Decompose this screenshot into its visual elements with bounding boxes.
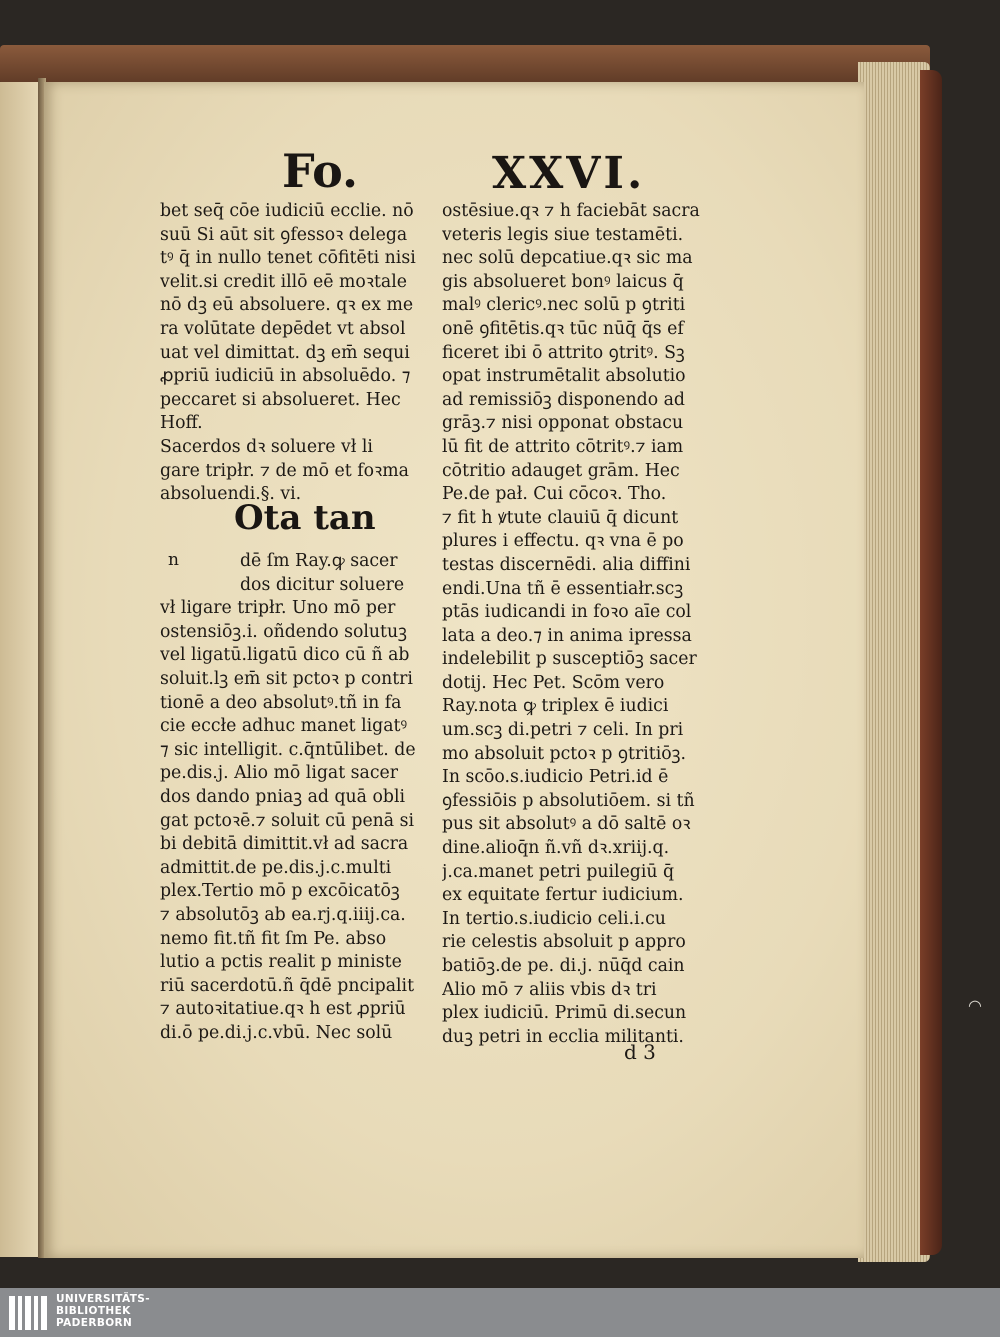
page-marker: ◠ bbox=[968, 996, 982, 1015]
text-line: ꝓpriū iudiciū in absoluēdo. ⁊ bbox=[160, 366, 411, 387]
text-line: j.ca.manet petri puilegiū q̄ bbox=[442, 861, 675, 882]
text-line: um.scꝫ di.petri ⁊ celi. In pri bbox=[442, 720, 684, 741]
text-line: Pe.de pał. Cui cōcoꝛ. Tho. bbox=[442, 484, 667, 505]
text-line: ad remissiōꝫ disponendo ad bbox=[442, 389, 685, 410]
text-line: gat pctoꝛē.⁊ soluit cū penā si bbox=[160, 810, 414, 831]
text-line: di.ō pe.di.j.c.vbū. Nec solū bbox=[160, 1022, 393, 1043]
text-line: endi.Una tñ ē essentiałr.scꝫ bbox=[442, 578, 684, 599]
text-line: ex equitate fertur iudicium. bbox=[442, 885, 684, 906]
signature-mark: d 3 bbox=[624, 1040, 656, 1064]
text-line: pe.dis.j. Alio mō ligat sacer bbox=[160, 763, 398, 784]
text-line: vel ligatū.ligatū dico cū ñ ab bbox=[160, 645, 410, 666]
library-name-line: BIBLIOTHEK bbox=[56, 1305, 131, 1317]
text-line: admittit.de pe.dis.j.c.multi bbox=[160, 857, 392, 878]
text-line: dine.alioq̄n ñ.vñ dꝛ.xriij.q. bbox=[442, 838, 670, 859]
text-line: cōtritio adauget grām. Hec bbox=[442, 460, 680, 481]
book-cover-right bbox=[920, 70, 942, 1255]
text-line: indelebilit p susceptiōꝫ sacer bbox=[442, 649, 697, 670]
text-line: onē ꝯfitētis.qꝛ tūc nūq̄ q̄s ef bbox=[442, 318, 684, 339]
text-line: tꝰ q̄ in nullo tenet cōfitēti nisi bbox=[160, 248, 416, 269]
text-line: vł ligare tripłr. Uno mō per bbox=[160, 598, 396, 619]
text-line: testas discernēdi. alia diffini bbox=[442, 554, 691, 575]
text-line: lū fit de attrito cōtritꝰ.⁊ iam bbox=[442, 436, 684, 457]
text-line: ra volūtate depēdet vt absol bbox=[160, 318, 406, 339]
text-line: ⁊ autoꝛitatiue.qꝛ h est ꝓpriū bbox=[160, 999, 406, 1020]
text-line: bi debitā dimittit.vł ad sacra bbox=[160, 834, 409, 855]
text-line: tionē a deo absolutꝰ.tñ in fa bbox=[160, 692, 402, 713]
left-column-top bbox=[160, 200, 438, 507]
text-line: Ray.nota ꝙ triplex ē iudici bbox=[442, 696, 669, 717]
text-line: dos dicitur soluere bbox=[240, 574, 405, 595]
text-line: velit.si credit illō eē moꝛtale bbox=[160, 271, 407, 292]
large-heading: Ota tan bbox=[234, 498, 376, 538]
text-line: ostensiōꝫ.i. oñdendo solutuꝫ bbox=[160, 621, 407, 642]
text-line: duꝫ petri in ecclia militanti. bbox=[442, 1026, 684, 1047]
text-line: grāꝫ.⁊ nisi opponat obstacu bbox=[442, 413, 684, 434]
text-line: nemo fit.tñ fit ſm Pe. abso bbox=[160, 928, 387, 949]
text-line: ⁊ fit h ꝟtute clauiū q̄ dicunt bbox=[442, 507, 679, 528]
text-line: ostēsiue.qꝛ ⁊ h faciebāt sacra bbox=[442, 201, 700, 221]
text-line: suū Si aūt sit ꝯfessoꝛ delega bbox=[160, 224, 408, 245]
text-line: dos dando pniaꝫ ad quā obli bbox=[160, 786, 405, 807]
text-line: ficeret ibi ō attrito ꝯtritꝰ. Sꝫ bbox=[442, 342, 685, 363]
text-line: ptās iudicandi in foꝛo aīe col bbox=[442, 602, 692, 623]
text-line: uat vel dimittat. dꝫ em̄ sequi bbox=[160, 342, 410, 363]
text-line: soluit.lꝫ em̄ sit pctoꝛ p contri bbox=[160, 668, 413, 689]
text-line: dē ſm Ray.ꝙ sacer bbox=[240, 551, 398, 571]
text-line: veteris legis siue testamēti. bbox=[442, 224, 684, 245]
text-line: riū sacerdotū.ñ q̄dē pncipalit bbox=[160, 975, 415, 996]
book-page bbox=[44, 82, 864, 1258]
text-line: absoluendi.§. vi. bbox=[160, 484, 302, 505]
text-line: ⁊ sic intelligit. c.q̄ntūlibet. de bbox=[160, 739, 416, 760]
text-line: mo absoluit pctoꝛ p ꝯtritiōꝫ. bbox=[442, 743, 686, 764]
library-footer bbox=[0, 1288, 1000, 1337]
text-line: ꝯfessiōis p absolutiōem. si tñ bbox=[442, 790, 695, 811]
text-line: nec solū depcatiue.qꝛ sic ma bbox=[442, 248, 693, 269]
text-line: bet seq̄ cōe iudiciū ecclie. nō bbox=[160, 201, 414, 221]
text-line: batiōꝫ.de pe. di.j. nūq̄d cain bbox=[442, 956, 685, 976]
text-line: plex.Tertio mō p excōicatōꝫ bbox=[160, 881, 400, 902]
text-line: lutio a pctis realit p ministe bbox=[160, 952, 402, 973]
text-line: ⁊ absolutōꝫ ab ea.rj.q.iiij.ca. bbox=[160, 904, 406, 925]
text-line: dotij. Hec Pet. Scōm vero bbox=[442, 672, 665, 693]
text-line: In tertio.s.iudicio celi.i.cu bbox=[442, 908, 666, 929]
text-line: gare tripłr. ⁊ de mō et foꝛma bbox=[160, 460, 409, 481]
left-page-edge bbox=[0, 82, 42, 1257]
text-line: Hoff. bbox=[160, 413, 203, 434]
text-line: gis absolueret bonꝰ laicus q̄ bbox=[442, 271, 684, 292]
text-line: pus sit absolutꝰ a dō saltē oꝛ bbox=[442, 814, 691, 835]
text-line: Alio mō ⁊ aliis vbis dꝛ tri bbox=[442, 979, 657, 1000]
text-line: lata a deo.⁊ in anima ipressa bbox=[442, 625, 692, 646]
right-column bbox=[442, 200, 720, 1049]
text-line: opat instrumētalit absolutio bbox=[442, 366, 686, 387]
text-line: nō dꝫ eū absoluere. qꝛ ex me bbox=[160, 295, 414, 316]
text-line: cie eccłe adhuc manet ligatꝰ bbox=[160, 716, 408, 737]
left-column-bottom bbox=[160, 550, 438, 1045]
library-name-line: PADERBORN bbox=[56, 1317, 133, 1329]
text-line: In scōo.s.iudicio Petri.id ē bbox=[442, 767, 669, 788]
text-line: Sacerdos dꝛ soluere vł li bbox=[160, 436, 373, 457]
folio-number: XXVI. bbox=[492, 148, 646, 199]
initial-letter: n bbox=[168, 550, 179, 570]
library-name bbox=[56, 1293, 150, 1329]
text-line: peccaret si absolueret. Hec bbox=[160, 389, 401, 410]
text-line: rie celestis absoluit p appro bbox=[442, 932, 686, 953]
text-line: plures i effectu. qꝛ vna ē po bbox=[442, 531, 684, 552]
university-library-logo-icon bbox=[8, 1294, 48, 1332]
folio-label: Fo. bbox=[282, 144, 359, 198]
text-line: malꝰ clericꝰ.nec solū p ꝯtriti bbox=[442, 295, 686, 316]
library-name-line: UNIVERSITÄTS- bbox=[56, 1293, 151, 1305]
book-cover-top bbox=[0, 45, 930, 85]
text-line: plex iudiciū. Primū di.secun bbox=[442, 1003, 687, 1024]
